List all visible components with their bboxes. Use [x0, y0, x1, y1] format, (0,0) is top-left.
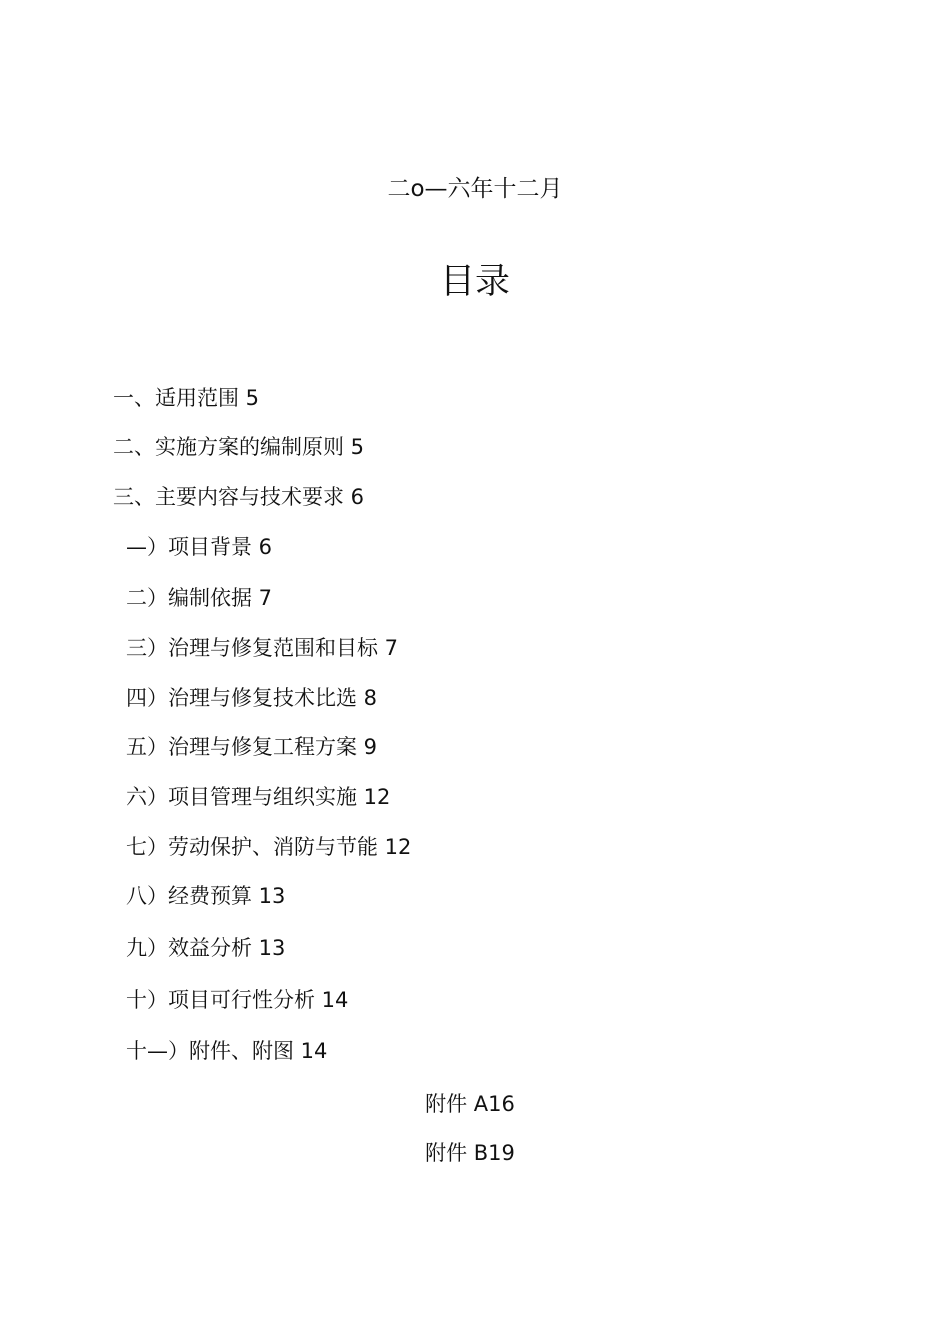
toc-entry-appendix-b[interactable]: 附件 B19: [425, 1141, 515, 1165]
toc-entry-budget[interactable]: 八）经费预算 13: [126, 884, 286, 908]
toc-entry-principles[interactable]: 二、实施方案的编制原则 5: [113, 435, 365, 459]
toc-entry-attachments[interactable]: 十—）附件、附图 14: [126, 1039, 328, 1063]
toc-entry-engineering-plan[interactable]: 五）治理与修复工程方案 9: [126, 735, 378, 759]
toc-entry-main-content[interactable]: 三、主要内容与技术要求 6: [113, 485, 365, 509]
toc-entry-range-goals[interactable]: 三）治理与修复范围和目标 7: [126, 636, 399, 660]
toc-entry-labor-protection[interactable]: 七）劳动保护、消防与节能 12: [126, 835, 412, 859]
toc-entry-feasibility[interactable]: 十）项目可行性分析 14: [126, 988, 349, 1012]
toc-entry-scope[interactable]: 一、适用范围 5: [113, 386, 260, 410]
toc-title: 目录: [439, 262, 510, 302]
toc-entry-tech-comparison[interactable]: 四）治理与修复技术比选 8: [126, 686, 378, 710]
toc-entry-benefit-analysis[interactable]: 九）效益分析 13: [126, 936, 286, 960]
toc-entry-basis[interactable]: 二）编制依据 7: [126, 586, 273, 610]
date-line: 二o—六年十二月: [387, 176, 563, 202]
toc-entry-appendix-a[interactable]: 附件 A16: [425, 1092, 515, 1116]
toc-entry-management[interactable]: 六）项目管理与组织实施 12: [126, 785, 391, 809]
toc-entry-background[interactable]: —）项目背景 6: [126, 535, 273, 559]
